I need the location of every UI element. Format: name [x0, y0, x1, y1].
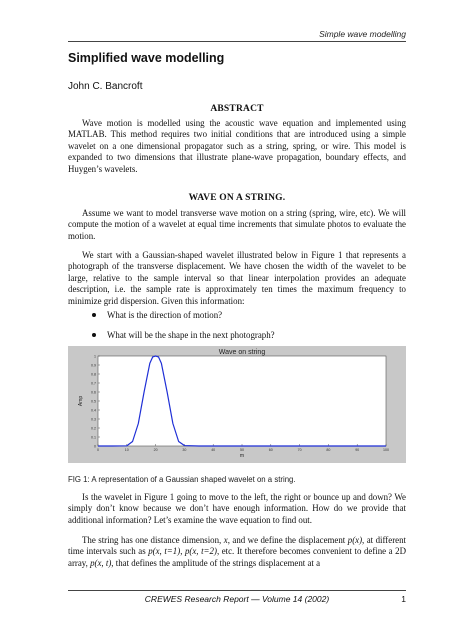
paragraph-2-text: We start with a Gaussian-shaped wavelet illustrated below in Figure 1 that represents a photograph of the transverse displacement. We have chosen the width of the wavelet to be large, relative to the sample interval so that linear interpolation provides an adequate description, i.e. the sample rate is approximately ten times the maximum frequency to minimize grid dispersion. Given this information: [68, 250, 406, 306]
x-tick-label: 0 [97, 448, 99, 452]
paragraph-4-text-a: The string has one distance dimension, [82, 535, 224, 545]
plot-area [98, 356, 386, 446]
x-tick-label: 30 [182, 448, 187, 452]
abstract-heading: ABSTRACT [210, 104, 264, 114]
var-pxt: p(x, t) [90, 557, 112, 568]
section-heading: WAVE ON A STRING. [188, 193, 286, 203]
paper-title: Simplified wave modelling [68, 51, 225, 65]
chart-title: Wave on string [218, 349, 266, 356]
y-tick-label: 0.5 [91, 399, 96, 404]
list-item [92, 310, 406, 330]
var-pxt1: p(x, t=1) [148, 546, 181, 557]
abstract-body: Wave motion is modelled using the acoustic wave equation and implemented using MATLAB. This method requires two initial conditions that are introduced using a simple wavelet on a one dimensional propagator such as a string, spring, or wire. This model is expanded to two dimensions that illustrate plane-wave propagation, boundary effects, and Huygen’s wavelets. [68, 118, 406, 174]
y-tick-label: 0.1 [91, 435, 96, 440]
y-tick-label: 0 [94, 444, 96, 449]
bullet-icon [92, 313, 96, 317]
var-pxt2: p(x, t=2) [184, 546, 217, 557]
y-tick-label: 1 [94, 354, 96, 359]
x-tick-label: 10 [124, 448, 129, 452]
y-tick-label: 0.3 [91, 417, 96, 422]
paragraph-1 [68, 208, 406, 242]
x-tick-label: 20 [153, 448, 158, 452]
x-tick-label: 40 [211, 448, 216, 452]
footer-rule [68, 590, 406, 591]
bullet-icon [92, 333, 96, 337]
y-tick-label: 0.8 [91, 372, 96, 377]
paragraph-4-text-d: , [180, 546, 185, 557]
paragraph-1-text: Assume we want to model transverse wave motion on a string (spring, wire, etc). We will compute the motion of a wavelet at equal time increments that simulate photos to evaluate the motion. [68, 208, 406, 241]
paragraph-3-text: Is the wavelet in Figure 1 going to move to the left, the right or bounce up and down? We simply don’t know because we don’t have enough information. How do we provide that additional information? Let’s examine the wave equation to find out. [68, 492, 406, 525]
var-x: x [223, 535, 228, 545]
running-head: Simple wave modelling [319, 29, 406, 39]
x-tick-label: 60 [268, 448, 273, 452]
x-tick-label: 50 [240, 448, 244, 452]
question-list [92, 310, 406, 350]
x-tick-label: 90 [355, 448, 360, 452]
paragraph-2 [68, 250, 406, 307]
x-tick-label: 80 [326, 448, 331, 452]
list-item-text: What is the direction of motion? [107, 310, 223, 320]
var-px: p(x) [347, 535, 363, 545]
page-number: 1 [401, 594, 406, 604]
paragraph-4-text-e: , etc. It therefore becomes convenient to define a 2D array, [68, 546, 407, 568]
paragraph-4 [68, 535, 406, 569]
x-tick-label: 100 [383, 448, 389, 452]
y-tick-label: 0.2 [91, 426, 96, 431]
paragraph-4-text-f: , that defines the amplitude of the strings displacement at a [111, 557, 321, 568]
figure-1 [68, 346, 406, 463]
wave-chart [68, 346, 406, 463]
y-tick-label: 0.7 [91, 381, 96, 386]
paragraph-3 [68, 492, 406, 526]
list-item-text: What will be the shape in the next photograph? [107, 330, 275, 340]
figure-caption: FIG 1: A representation of a Gaussian shaped wavelet on a string. [68, 475, 296, 484]
header-rule [68, 41, 406, 42]
paragraph-4-text-b: , and we define the displacement [227, 535, 348, 545]
footer-report: CREWES Research Report — Volume 14 (2002) [144, 594, 330, 604]
x-axis-label: m [239, 453, 245, 459]
y-tick-label: 0.9 [91, 363, 96, 368]
author: John C. Bancroft [68, 81, 143, 92]
x-tick-label: 70 [297, 448, 302, 452]
y-axis-label: Amp [78, 395, 84, 407]
y-tick-label: 0.6 [91, 390, 96, 395]
y-tick-label: 0.4 [91, 408, 96, 413]
paragraph-4-text-c: , at different time intervals such as [68, 535, 406, 557]
abstract-text [68, 118, 406, 175]
